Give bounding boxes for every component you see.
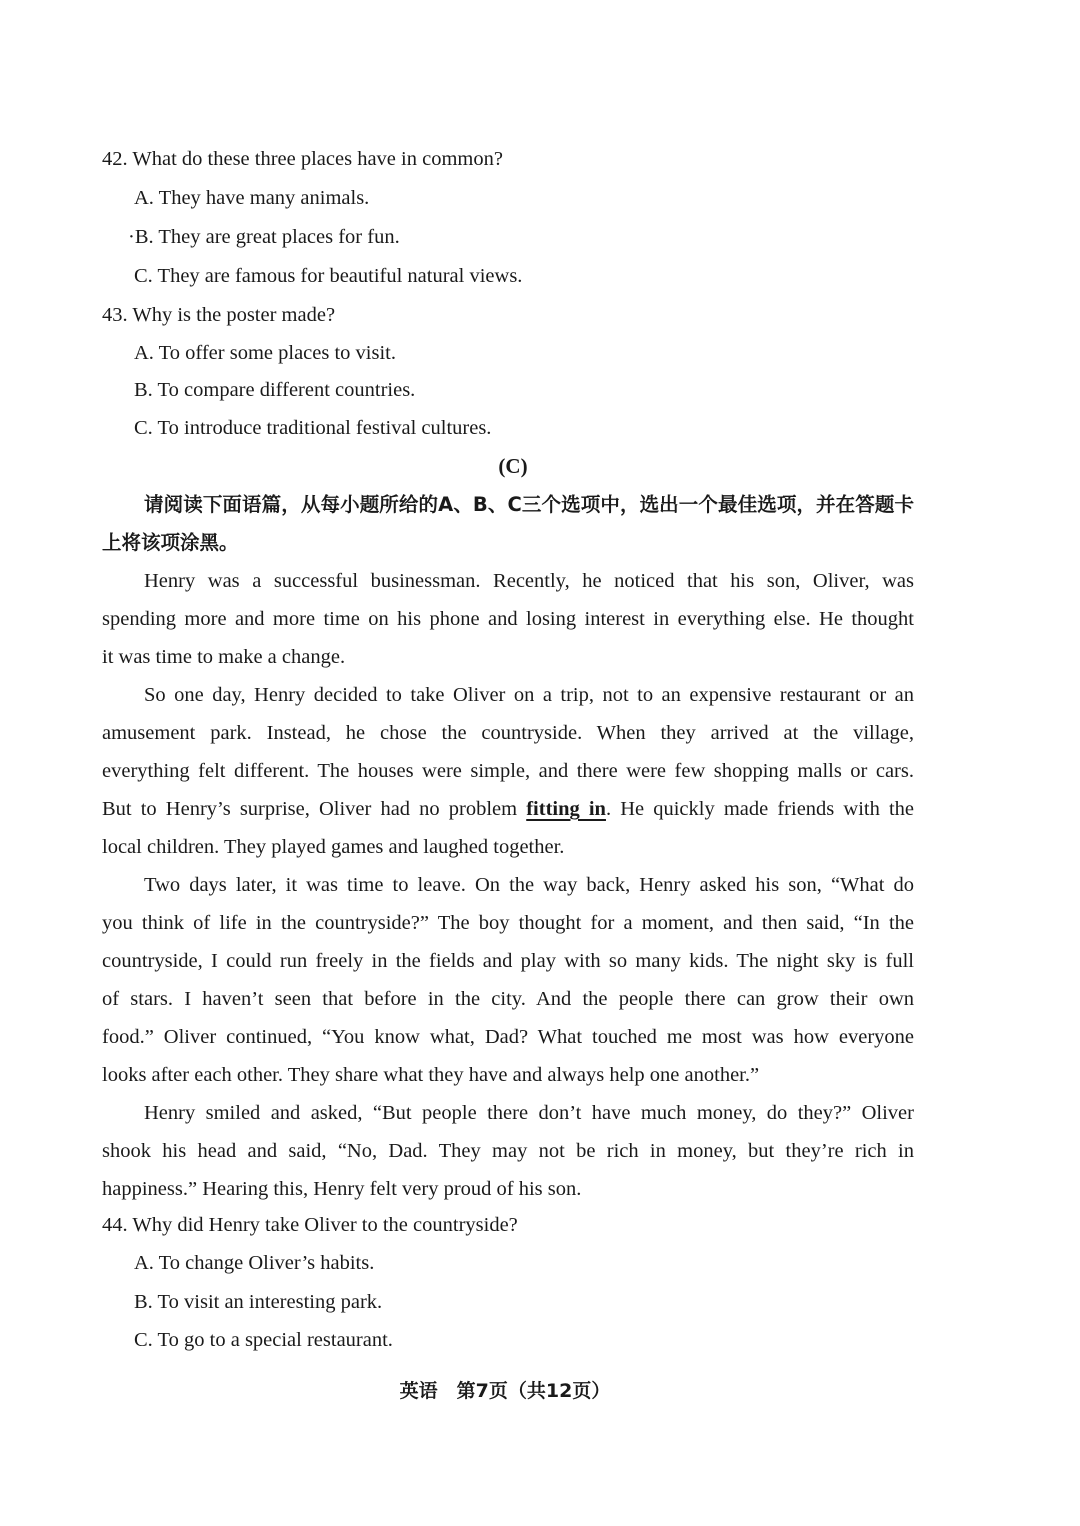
question-42-option-b: ·B. They are great places for fun. bbox=[128, 226, 400, 248]
passage-line: you think of life in the countryside?” The boy thought for a moment, and then said, “In the bbox=[102, 912, 914, 934]
question-44-stem: 44. Why did Henry take Oliver to the countryside? bbox=[102, 1214, 518, 1236]
passage-line: So one day, Henry decided to take Oliver on a trip, not to an expensive restaurant or an bbox=[144, 684, 914, 706]
question-43-stem: 43. Why is the poster made? bbox=[102, 304, 336, 326]
question-42-option-c: C. They are famous for beautiful natural views. bbox=[134, 265, 523, 287]
question-44-option-a: A. To change Oliver’s habits. bbox=[134, 1252, 375, 1274]
passage-line: Henry was a successful businessman. Recently, he noticed that his son, Oliver, was bbox=[144, 570, 914, 592]
section-title: (C) bbox=[498, 454, 528, 478]
question-43-option-c: C. To introduce traditional festival cultures. bbox=[134, 417, 492, 439]
passage-text: . He quickly made friends with the bbox=[605, 798, 914, 820]
highlighted-phrase: fitting in bbox=[526, 798, 606, 820]
question-44-option-b: B. To visit an interesting park. bbox=[134, 1291, 383, 1313]
passage-line: food.” Oliver continued, “You know what, Dad? What touched me most was how everyone bbox=[102, 1026, 914, 1048]
passage-line: countryside, I could run freely in the fields and play with so many kids. The night sky is full bbox=[102, 950, 914, 972]
section-instruction: 请阅读下面语篇，从每小题所给的A、B、C三个选项中，选出一个最佳选项，并在答题卡上将该项涂黑。 bbox=[102, 493, 914, 554]
question-44-option-c: C. To go to a special restaurant. bbox=[134, 1329, 393, 1351]
passage-line: looks after each other. They share what they have and always help one another.” bbox=[102, 1064, 760, 1086]
passage-line: everything felt different. The houses were simple, and there were few shopping malls or cars. bbox=[102, 760, 914, 782]
question-43-option-b: B. To compare different countries. bbox=[134, 379, 416, 401]
passage-line: Henry smiled and asked, “But people there don’t have much money, do they?” Oliver bbox=[144, 1102, 914, 1124]
passage-line: of stars. I haven’t seen that before in the city. And the people there can grow their own bbox=[102, 988, 914, 1010]
passage-line: amusement park. Instead, he chose the countryside. When they arrived at the village, bbox=[102, 722, 914, 744]
passage-line: Two days later, it was time to leave. On the way back, Henry asked his son, “What do bbox=[144, 874, 914, 896]
question-42-option-a: A. They have many animals. bbox=[134, 187, 370, 209]
passage-line: happiness.” Hearing this, Henry felt very proud of his son. bbox=[102, 1178, 582, 1200]
passage-text: But to Henry’s surprise, Oliver had no problem bbox=[102, 798, 527, 820]
passage-line-with-highlight bbox=[102, 796, 914, 822]
passage-line: local children. They played games and laughed together. bbox=[102, 836, 565, 858]
question-43-option-a: A. To offer some places to visit. bbox=[134, 342, 396, 364]
question-42-stem: 42. What do these three places have in common? bbox=[102, 148, 503, 170]
passage-line: shook his head and said, “No, Dad. They may not be rich in money, but they’re rich in bbox=[102, 1140, 914, 1162]
passage-line: it was time to make a change. bbox=[102, 646, 346, 668]
passage-line: spending more and more time on his phone and losing interest in everything else. He thought bbox=[102, 608, 914, 630]
page-footer: 英语 第7页（共12页） bbox=[399, 1380, 611, 1402]
